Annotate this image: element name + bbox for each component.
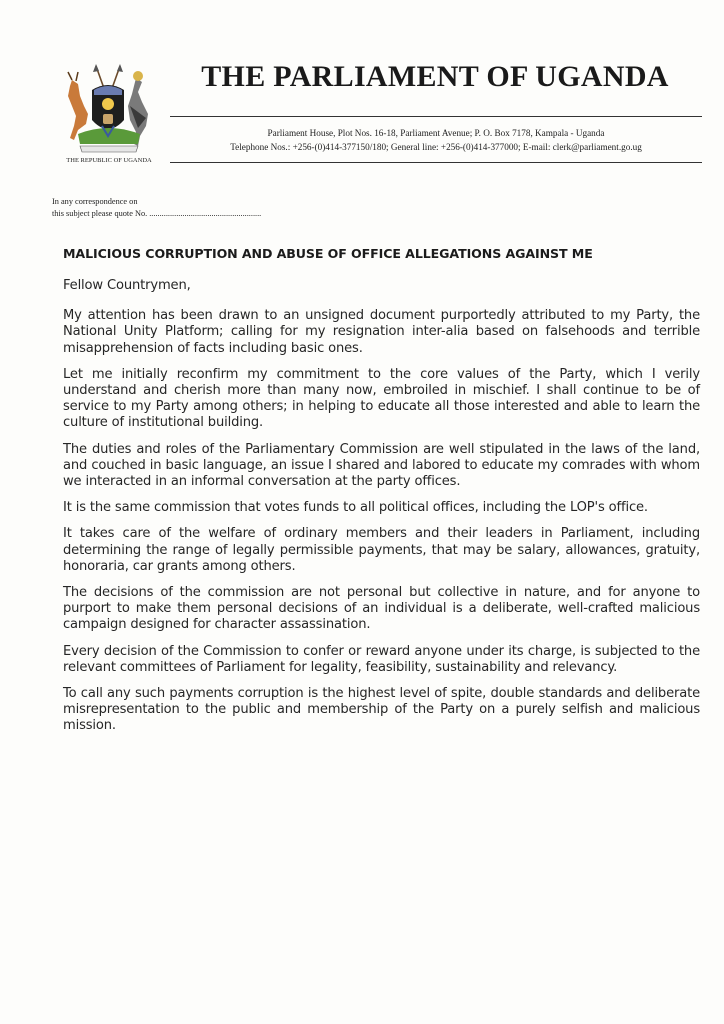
reference-line-1: In any correspondence on — [52, 197, 138, 206]
paragraph: To call any such payments corruption is the highest level of spite, double standards and deliberate misrepresentation to the public and membership of the Party on a purely selfish and malicious mission. — [63, 686, 700, 734]
paragraph: It takes care of the welfare of ordinary members and their leaders in Parliament, including determining the range of legally permissible payments, that may be salary, allowances, gratuity, honoraria, car grants among others. — [63, 526, 700, 574]
paragraph: The decisions of the commission are not personal but collective in nature, and for anyone to purport to make them personal decisions of an individual is a deliberate, well-crafted malicious campaign designed for character assassination. — [63, 585, 700, 633]
contact-line: Telephone Nos.: +256-(0)414-377150/180; General line: +256-(0)414-377000; E-mail: clerk@parliament.go.ug — [230, 142, 642, 152]
letterhead-title: THE PARLIAMENT OF UGANDA — [201, 60, 669, 93]
letterhead-divider-top — [170, 116, 702, 117]
letterhead-address — [170, 126, 702, 154]
letter-body — [63, 278, 700, 745]
salutation: Fellow Countrymen, — [63, 278, 191, 293]
address-line: Parliament House, Plot Nos. 16-18, Parliament Avenue; P. O. Box 7178, Kampala - Uganda — [267, 128, 605, 138]
reference-note — [52, 196, 261, 220]
paragraph: It is the same commission that votes funds to all political offices, including the LOP's office. — [63, 500, 648, 516]
paragraph: Let me initially reconfirm my commitment to the core values of the Party, which I verily understand and cherish more than many now, embroiled in mischief. I shall continue to be of service to my Party among others; in helping to educate all those interested and able to learn the culture of institutional building. — [63, 366, 700, 431]
coat-of-arms-icon — [58, 62, 158, 158]
paragraph: The duties and roles of the Parliamentary Commission are well stipulated in the laws of the land, and couched in basic language, an issue I shared and labored to educate my comrades with whom we interacted in an informal conversation at the party offices. — [63, 441, 700, 490]
letterhead-divider-bottom — [170, 162, 702, 163]
paragraph: My attention has been drawn to an unsigned document purportedly attributed to my Party, the National Unity Platform; calling for my resignation inter-alia based on falsehoods and terrible misapprehension of facts including basic ones. — [63, 308, 700, 356]
reference-line-2: this subject please quote No. ...................................................... — [52, 209, 262, 218]
letter-heading: MALICIOUS CORRUPTION AND ABUSE OF OFFICE ALLEGATIONS AGAINST ME — [63, 246, 593, 261]
paragraph: Every decision of the Commission to confer or reward anyone under its charge, is subjected to the relevant committees of Parliament for legality, feasibility, sustainability and relevancy. — [63, 643, 700, 675]
republic-label: THE REPUBLIC OF UGANDA — [66, 157, 152, 164]
